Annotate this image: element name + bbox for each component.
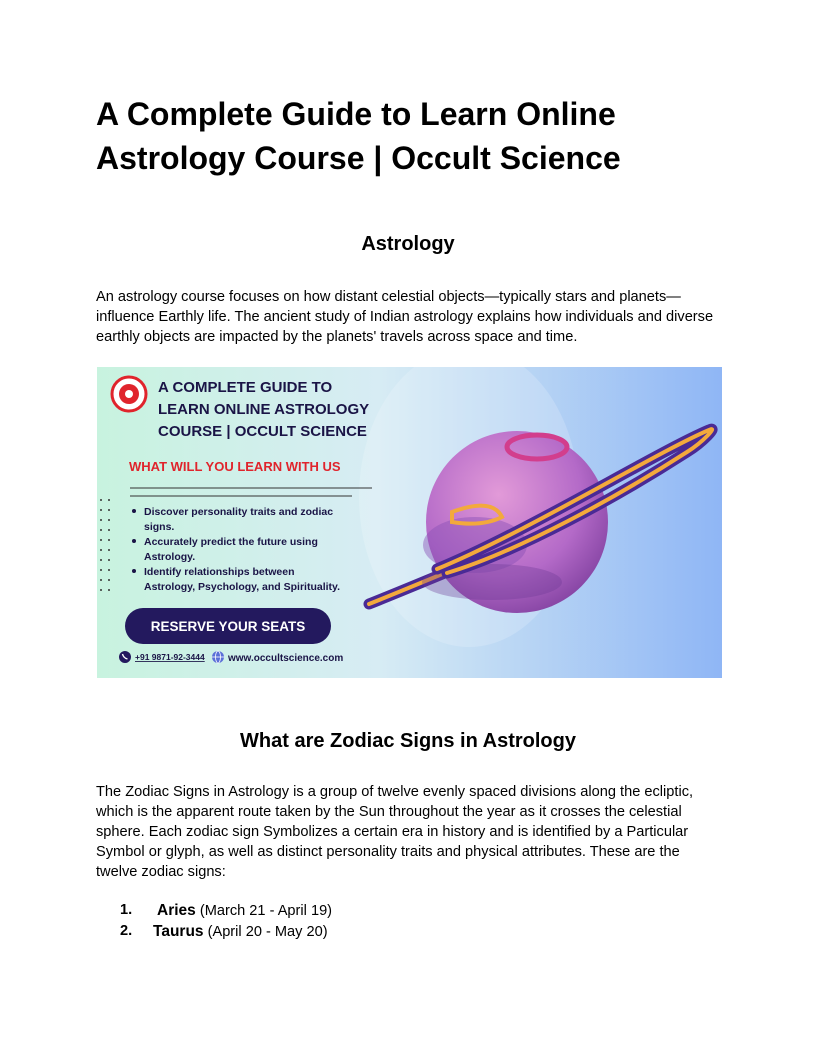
list-item-number: 1.: [120, 902, 133, 918]
bullet-3-line-2: Astrology, Psychology, and Spirituality.: [144, 581, 341, 593]
list-item-name: Aries: [157, 902, 196, 919]
zodiac-heading: What are Zodiac Signs in Astrology: [240, 730, 576, 752]
page-title: A Complete Guide to Learn Online Astrology Course | Occult Science: [96, 96, 621, 176]
banner-subheading: WHAT WILL YOU LEARN WITH US: [129, 459, 341, 474]
course-banner-image: [97, 367, 722, 678]
astrology-paragraph: An astrology course focuses on how distant celestial objects—typically stars and planets—influence Earthly life. The ancient study of Indian astrology explains how individuals and diverse earthly objects are impacted by the planets' travels across space and time.: [96, 289, 714, 345]
logo-icon: [112, 377, 146, 411]
banner-title-line-3: COURSE | OCCULT SCIENCE: [158, 423, 367, 440]
bullet-dot: [132, 509, 136, 513]
bullet-dot: [132, 539, 136, 543]
zodiac-paragraph: The Zodiac Signs in Astrology is a group of twelve evenly spaced divisions along the ecliptic, which is the apparent route taken by the Sun throughout the year as it crosses the celestial sphere. Each zodiac sign Symbolizes a certain era in history and is identified by a Particular Symbol or glyph, as well as distinct personality traits and physical attributes. These are the twelve zodiac signs:: [96, 784, 694, 880]
reserve-seats-label: RESERVE YOUR SEATS: [150, 619, 306, 634]
list-item: [96, 921, 720, 942]
list-item-name: Taurus: [153, 923, 204, 940]
website-url[interactable]: www.occultscience.com: [228, 653, 344, 664]
bullet-3-line-1: Identify relationships between: [144, 566, 295, 578]
phone-number[interactable]: +91 9871-92-3444: [135, 652, 205, 662]
bullet-1-line-1: Discover personality traits and zodiac: [144, 506, 334, 518]
reserve-seats-button[interactable]: [125, 608, 331, 644]
globe-icon: [212, 651, 224, 663]
list-item-dates: (March 21 - April 19): [199, 903, 333, 919]
astrology-heading: Astrology: [361, 233, 455, 255]
bullet-2-line-1: Accurately predict the future using: [144, 536, 318, 548]
banner-title-line-1: A COMPLETE GUIDE TO: [158, 379, 333, 396]
list-item-dates: (April 20 - May 20): [207, 924, 328, 940]
bullet-dot: [132, 569, 136, 573]
list-item: [96, 900, 720, 921]
bullet-2-line-2: Astrology.: [144, 551, 196, 563]
banner-title-line-2: LEARN ONLINE ASTROLOGY: [158, 401, 370, 418]
list-item-number: 2.: [120, 923, 133, 939]
bullet-1-line-2: signs.: [144, 521, 175, 533]
phone-icon: [119, 651, 131, 663]
zodiac-list: [96, 900, 720, 942]
